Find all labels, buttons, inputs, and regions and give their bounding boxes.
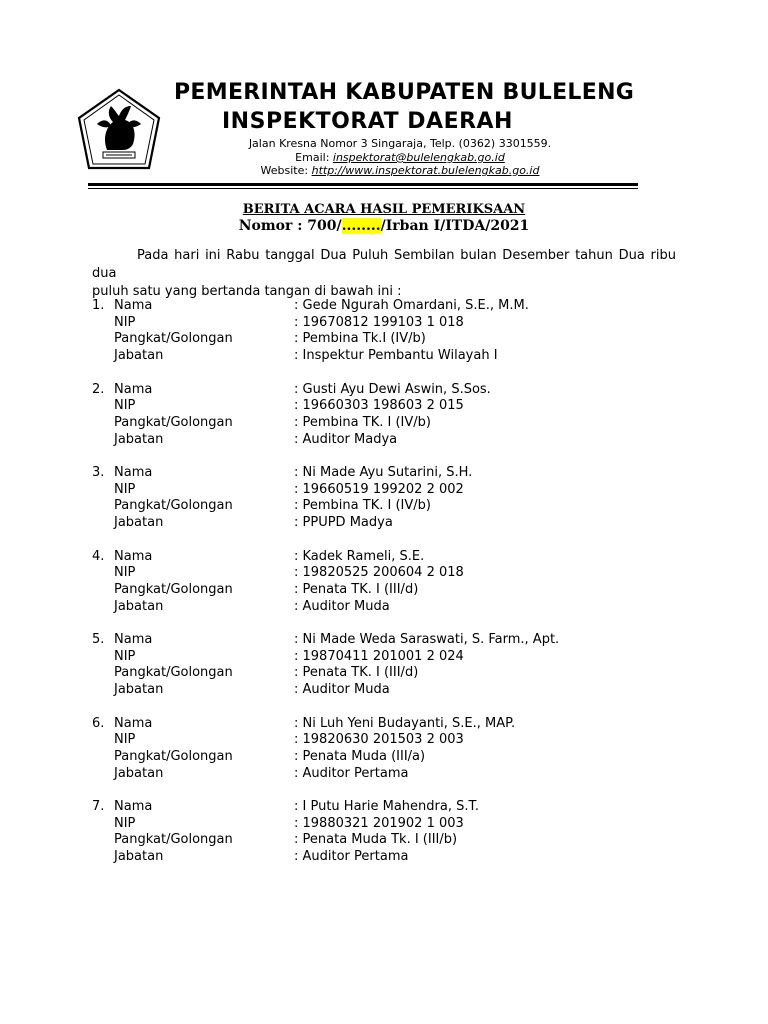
field-value-nip: : 19670812 199103 1 018 [294,314,464,330]
signatory-number: 4. [92,548,105,564]
field-value-pangkat: : Penata Muda Tk. I (III/b) [294,832,458,848]
field-label-nama: Nama [114,381,153,397]
website-label: Website: [260,164,309,177]
signatory-nip-row [0,732,768,749]
field-label-nama: Nama [114,548,153,564]
document-title: BERITA ACARA HASIL PEMERIKSAAN [242,202,526,217]
signatory-nama-row [0,799,768,816]
field-label-jabatan: Jabatan [114,682,164,698]
field-value-nip: : 19870411 201001 2 024 [294,648,464,664]
signatory-nama-row [0,632,768,649]
signatory-number: 1. [92,298,105,313]
field-label-pangkat: Pangkat/Golongan [114,832,233,848]
number-prefix: Nomor : 700/ [238,218,342,234]
field-value-jabatan: : Auditor Pertama [294,849,409,865]
field-label-pangkat: Pangkat/Golongan [114,581,233,597]
signatory-number: 7. [92,799,105,814]
signatory-number: 5. [92,632,105,647]
field-value-jabatan: : Auditor Muda [294,598,390,614]
signatory-nama-row [0,382,768,399]
signatory-pangkat-row [0,749,768,766]
field-label-nama: Nama [114,632,153,647]
agency-name: INSPEKTORAT DAERAH [222,109,513,134]
signatory-jabatan-row [0,348,768,365]
field-label-nama: Nama [114,799,153,814]
field-label-pangkat: Pangkat/Golongan [114,414,233,430]
signatory-nip-row [0,482,768,499]
field-label-jabatan: Jabatan [114,765,164,781]
field-value-pangkat: : Pembina TK. I (IV/b) [294,498,431,514]
field-value-pangkat: : Penata TK. I (III/d) [294,665,419,681]
field-value-pangkat: : Pembina TK. I (IV/b) [294,414,431,430]
field-label-jabatan: Jabatan [114,598,164,614]
signatory-nip-row [0,565,768,582]
signatory-jabatan-row [0,432,768,449]
letterhead-divider [88,183,638,186]
signatory-number: 3. [92,465,105,480]
field-value-jabatan: : Auditor Madya [294,431,398,447]
email-link[interactable]: inspektorat@bulelengkab.go.id [332,151,505,164]
signatory-jabatan-row [0,766,768,783]
field-label-jabatan: Jabatan [114,849,164,865]
field-label-nip: NIP [114,481,136,497]
field-label-pangkat: Pangkat/Golongan [114,665,233,681]
field-value-jabatan: : Auditor Muda [294,682,390,698]
letterhead-divider-thin [88,188,638,189]
field-value-jabatan: : Auditor Pertama [294,765,409,781]
signatory-pangkat-row [0,832,768,849]
field-label-pangkat: Pangkat/Golongan [114,498,233,514]
signatory-pangkat-row [0,415,768,432]
signatory-number: 6. [92,715,105,731]
field-value-nama: : Gede Ngurah Omardani, S.E., M.M. [294,298,529,313]
signatory-entry [0,549,768,633]
signatory-pangkat-row [0,665,768,682]
field-value-nip: : 19660303 198603 2 015 [294,398,464,414]
field-value-nama: : Kadek Rameli, S.E. [294,548,425,564]
signatory-nip-row [0,649,768,666]
signatory-pangkat-row [0,331,768,348]
field-label-pangkat: Pangkat/Golongan [114,331,233,347]
field-value-nama: : Ni Luh Yeni Budayanti, S.E., MAP. [294,715,516,731]
intro-paragraph [92,247,676,301]
signatory-nip-row [0,315,768,332]
number-suffix: /Irban I/ITDA/2021 [380,218,530,234]
field-value-nama: : Gusti Ayu Dewi Aswin, S.Sos. [294,381,491,397]
field-label-nip: NIP [114,314,136,330]
document-number [0,218,768,234]
government-name: PEMERINTAH KABUPATEN BULELENG [174,80,635,105]
field-value-nama: : Ni Made Weda Saraswati, S. Farm., Apt. [294,632,560,647]
website-line [205,164,595,178]
field-value-pangkat: : Penata TK. I (III/d) [294,581,419,597]
field-label-nip: NIP [114,732,136,748]
field-label-nama: Nama [114,715,153,731]
field-value-nip: : 19880321 201902 1 003 [294,815,464,831]
signatory-nama-row [0,549,768,566]
field-value-pangkat: : Penata Muda (III/a) [294,748,426,764]
buleleng-regency-emblem [77,88,161,172]
intro-line-2: puluh satu yang bertanda tangan di bawah ini : [92,284,402,299]
signatory-entry [0,465,768,549]
field-value-jabatan: : Inspektur Pembantu Wilayah I [294,348,498,364]
field-value-pangkat: : Pembina Tk.I (IV/b) [294,331,426,347]
website-link[interactable]: http://www.inspektorat.bulelengkab.go.id [311,164,540,177]
signatory-jabatan-row [0,599,768,616]
signatory-jabatan-row [0,682,768,699]
signatory-nama-row [0,298,768,315]
field-label-nip: NIP [114,565,136,581]
field-value-nip: : 19820630 201503 2 003 [294,732,464,748]
signatory-nip-row [0,816,768,833]
field-value-nama: : I Putu Harie Mahendra, S.T. [294,799,480,814]
signatory-jabatan-row [0,515,768,532]
signatory-entry [0,799,768,883]
field-value-nama: : Ni Made Ayu Sutarini, S.H. [294,465,473,480]
signatory-entry [0,716,768,800]
signatory-entry [0,632,768,716]
field-label-jabatan: Jabatan [114,348,164,364]
signatory-jabatan-row [0,849,768,866]
field-value-nip: : 19820525 200604 2 018 [294,565,464,581]
signatory-pangkat-row [0,498,768,515]
signatory-entry [0,298,768,382]
signatory-number: 2. [92,381,105,397]
signatory-entry [0,382,768,466]
intro-line-1: Pada hari ini Rabu tanggal Dua Puluh Sembilan bulan Desember tahun Dua ribu dua [92,248,676,281]
signatory-nama-row [0,716,768,733]
signatory-nama-row [0,465,768,482]
field-label-nama: Nama [114,465,153,480]
field-label-nip: NIP [114,398,136,414]
signatory-list [0,298,768,883]
email-line [205,151,595,165]
field-label-jabatan: Jabatan [114,431,164,447]
field-label-nama: Nama [114,298,153,313]
field-value-nip: : 19660519 199202 2 002 [294,481,464,497]
number-blank-highlight: ........ [341,218,381,234]
field-value-jabatan: : PPUPD Madya [294,515,393,531]
field-label-nip: NIP [114,815,136,831]
field-label-pangkat: Pangkat/Golongan [114,748,233,764]
address-line: Jalan Kresna Nomor 3 Singaraja, Telp. (0362) 3301559. [248,137,552,150]
email-label: Email: [295,151,330,164]
signatory-pangkat-row [0,582,768,599]
signatory-nip-row [0,398,768,415]
field-label-jabatan: Jabatan [114,515,164,531]
field-label-nip: NIP [114,648,136,664]
